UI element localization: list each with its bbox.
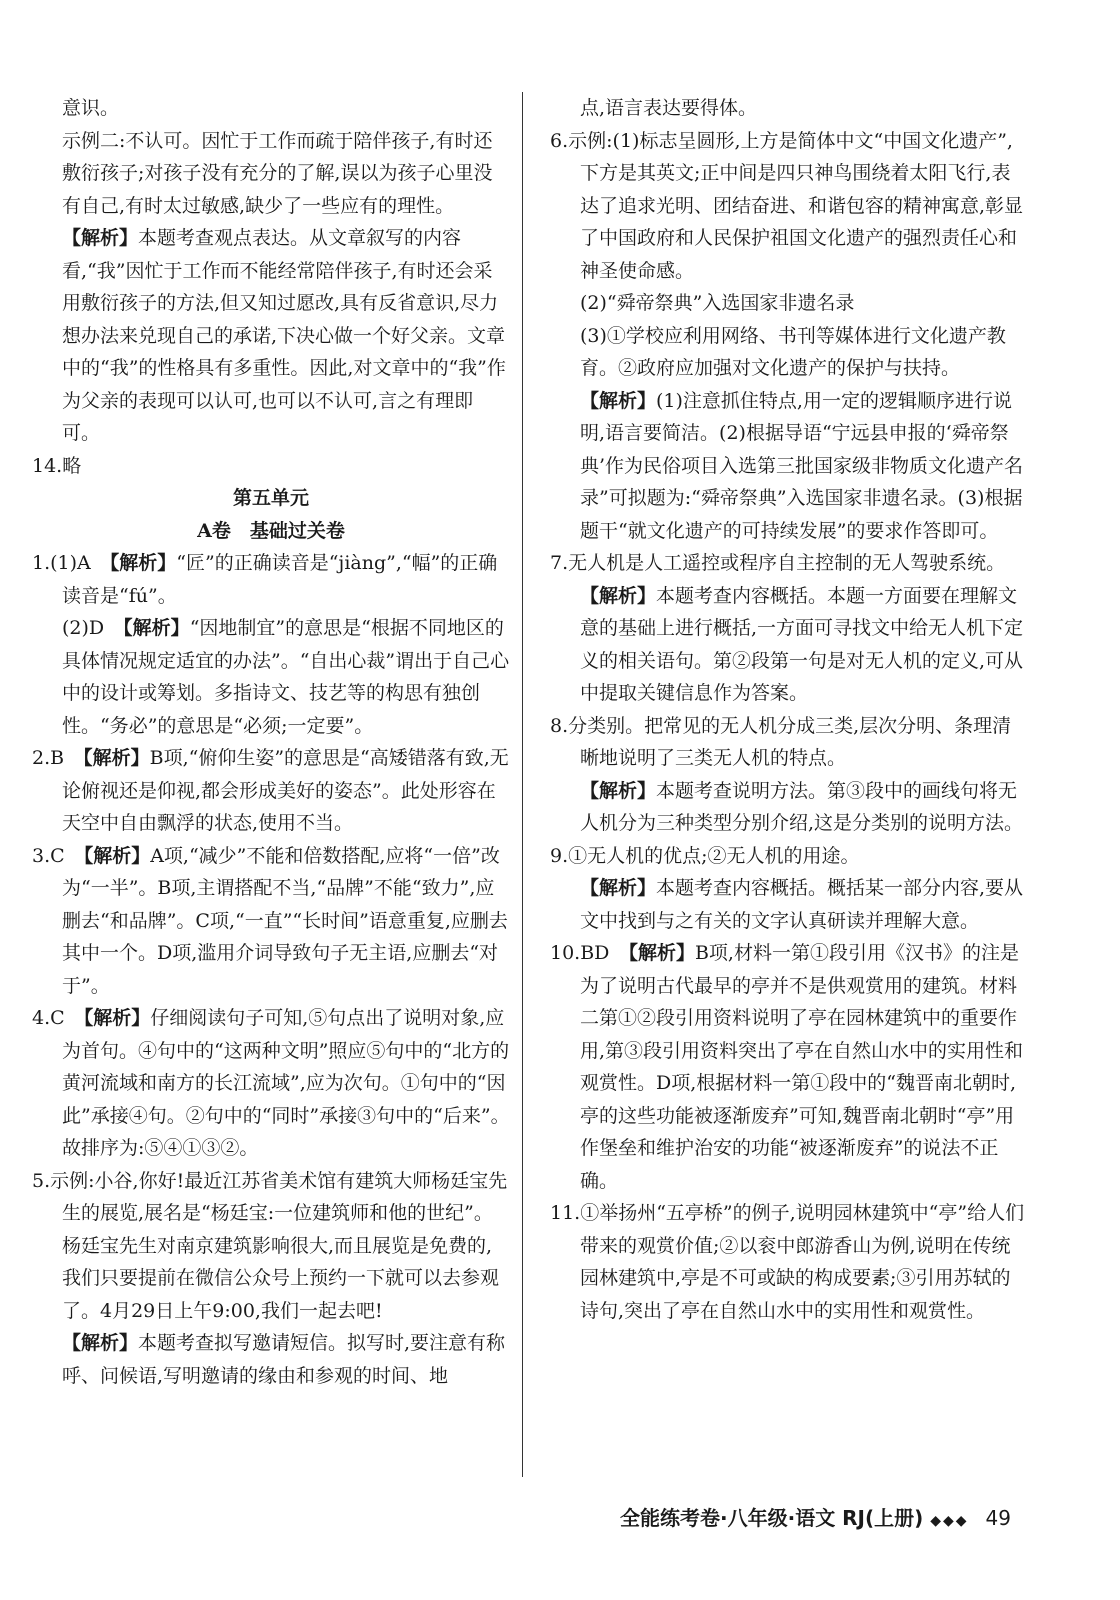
question-5-analysis bbox=[32, 1327, 510, 1392]
answer-num: 10.BD bbox=[550, 942, 610, 964]
analysis-text: 本题考查说明方法。第③段中的画线句将无人机分为三种类型分别介绍,这是分类别的说明方法。 bbox=[580, 779, 1024, 834]
analysis-text: “匠”的正确读音是“jiàng”,“幅”的正确读音是“fú”。 bbox=[62, 552, 498, 607]
page-footer bbox=[620, 1498, 1060, 1538]
answer-num: 2.B bbox=[32, 747, 65, 769]
question-11: 11.①举扬州“五亭桥”的例子,说明园林建筑中“亭”给人们带来的观赏价值;②以衮中郎游香山为例,说明在传统园林建筑中,亭是不可或缺的构成要素;③引用苏轼的诗句,突出了亭在自然山水中的实用性和观赏性。 bbox=[550, 1202, 1025, 1322]
answer-num: 1.(1)A bbox=[32, 552, 91, 574]
answer-num: 3.C bbox=[32, 844, 65, 867]
question-9-analysis bbox=[550, 872, 1028, 937]
question-8: 8.分类别。把常见的无人机分成三类,层次分明、条理清晰地说明了三类无人机的特点。 bbox=[550, 714, 1012, 769]
question-7: 7.无人机是人工遥控或程序自主控制的无人驾驶系统。 bbox=[550, 552, 1006, 574]
question-1-1 bbox=[32, 547, 510, 612]
question-10 bbox=[550, 937, 1028, 1197]
answer-num: (2)D bbox=[62, 617, 105, 639]
analysis-text: 本题考查内容概括。本题一方面要在理解文意的基础上进行概括,一方面可寻找文中给无人机下定义的相关语句。第②段第一句是对无人机的定义,可从中提取关键信息作为答案。 bbox=[580, 584, 1024, 704]
right-column bbox=[550, 92, 1028, 1327]
text-line: 意识。 bbox=[62, 97, 120, 119]
question-5: 5.示例:小谷,你好!最近江苏省美术馆有建筑大师杨廷宝先生的展览,展名是“杨廷宝:一位建筑师和他的世纪”。杨廷宝先生对南京建筑影响很大,而且展览是免费的,我们只要提前在微信公众号上预约一下就可以去参观了。4月29日上午9:00,我们一起去吧! bbox=[32, 1169, 508, 1322]
question-9: 9.①无人机的优点;②无人机的用途。 bbox=[550, 844, 860, 867]
paper-title: A卷 基础过关卷 bbox=[197, 519, 345, 542]
answer-num: 4.C bbox=[32, 1007, 65, 1029]
analysis-tag: 【解析】 bbox=[580, 877, 657, 899]
question-6-3: (3)①学校应利用网络、书刊等媒体进行文化遗产教育。②政府应加强对文化遗产的保护与扶持。 bbox=[580, 324, 1006, 379]
footer-title: 全能练考卷·八年级·语文 RJ(上册) bbox=[620, 1506, 924, 1530]
analysis-text: 仔细阅读句子可知,⑤句点出了说明对象,应为首句。④句中的“这两种文明”照应⑤句中的“北方的黄河流域和南方的长江流域”,应为次句。①句中的“因此”承接④句。②句中的“同时”承接③句中的“后来”。故排序为:⑤④①③②。 bbox=[62, 1007, 510, 1159]
analysis-text: 本题考查内容概括。概括某一部分内容,要从文中找到与之有关的文字认真研读并理解大意。 bbox=[580, 877, 1024, 932]
diamond-icons: ◆◆◆ bbox=[930, 1513, 969, 1529]
question-1-2 bbox=[32, 612, 510, 742]
unit-title: 第五单元 bbox=[232, 487, 309, 509]
analysis-tag: 【解析】 bbox=[83, 844, 151, 867]
analysis-text: B项,“俯仰生姿”的意思是“高矮错落有致,无论俯视还是仰视,都会形成美好的姿态”。此处形容在天空中自由飘浮的状态,使用不当。 bbox=[62, 747, 509, 834]
column-divider bbox=[522, 92, 523, 1477]
page-number: 49 bbox=[985, 1506, 1011, 1530]
analysis-tag: 【解析】 bbox=[83, 747, 150, 769]
analysis-tag: 【解析】 bbox=[62, 227, 139, 249]
question-6-2: (2)“舜帝祭典”入选国家非遗名录 bbox=[580, 292, 855, 314]
question-6-analysis bbox=[550, 385, 1028, 548]
analysis-text: (1)注意抓住特点,用一定的逻辑顺序进行说明,语言要简洁。(2)根据导语“宁远县申报的‘舜帝祭典’作为民俗项目入选第三批国家级非物质文化遗产名录”可拟题为:“舜帝祭典”入选国家非遗名录。(3)根据题干“就文化遗产的可持续发展”的要求作答即可。 bbox=[580, 389, 1024, 542]
analysis-tag: 【解析】 bbox=[83, 1007, 151, 1029]
question-14: 14.略 bbox=[32, 454, 82, 477]
question-8-analysis bbox=[550, 775, 1028, 840]
analysis-tag: 【解析】 bbox=[123, 617, 190, 639]
analysis-tag: 【解析】 bbox=[580, 584, 657, 607]
text-line: 点,语言表达要得体。 bbox=[580, 97, 758, 119]
question-2 bbox=[32, 742, 510, 840]
question-3 bbox=[32, 840, 510, 1003]
analysis-text: B项,材料一第①段引用《汉书》的注是为了说明古代最早的亭并不是供观赏用的建筑。材料二第①②段引用资料说明了亭在园林建筑中的重要作用,第③段引用资料突出了亭在自然山水中的实用性和观赏性。D项,根据材料一第①段中的“魏晋南北朝时,亭的这些功能被逐渐废弃”可知,魏晋南北朝时“亭”用作堡垒和维护治安的功能“被逐渐废弃”的说法不正确。 bbox=[580, 942, 1024, 1192]
analysis-tag: 【解析】 bbox=[62, 1332, 139, 1354]
question-7-analysis bbox=[550, 580, 1028, 710]
analysis-text: A项,“减少”不能和倍数搭配,应将“一倍”改为“一半”。B项,主谓搭配不当,“品牌”不能“致力”,应删去“和品牌”。C项,“一直”“长时间”语意重复,应删去其中一个。D项,滥用介词导致句子无主语,应删去“对于”。 bbox=[62, 844, 508, 997]
analysis-tag: 【解析】 bbox=[109, 552, 177, 574]
analysis-text: 本题考查观点表达。从文章叙写的内容看,“我”因忙于工作而不能经常陪伴孩子,有时还会采用敷衍孩子的方法,但又知过愿改,具有反省意识,尽力想办法来兑现自己的承诺,下决心做一个好父亲。文章中的“我”的性格具有多重性。因此,对文章中的“我”作为父亲的表现可以认可,也可以不认可,言之有理即可。 bbox=[62, 227, 506, 444]
analysis-tag: 【解析】 bbox=[580, 779, 657, 802]
question-4 bbox=[32, 1002, 510, 1165]
analysis-text: “因地制宜”的意思是“根据不同地区的具体情况规定适宜的办法”。“自出心裁”谓出于自己心中的设计或筹划。多指诗文、技艺等的构思有独创性。“务必”的意思是“必须;一定要”。 bbox=[62, 617, 510, 737]
analysis-tag: 【解析】 bbox=[580, 389, 657, 412]
example-two: 示例二:不认可。因忙于工作而疏于陪伴孩子,有时还敷衍孩子;对孩子没有充分的了解,误以为孩子心里没有自己,有时太过敏感,缺少了一些应有的理性。 bbox=[62, 129, 493, 217]
question-6: 6.示例:(1)标志呈圆形,上方是简体中文“中国文化遗产”,下方是其英文;正中间是四只神鸟围绕着太阳飞行,表达了追求光明、团结奋进、和谐包容的精神寓意,彰显了中国政府和人民保护祖国文化遗产的强烈责任心和神圣使命感。 bbox=[550, 129, 1024, 282]
analysis-tag: 【解析】 bbox=[628, 942, 695, 964]
analysis bbox=[32, 222, 510, 450]
analysis-text: 本题考查拟写邀请短信。拟写时,要注意有称呼、问候语,写明邀请的缘由和参观的时间、地 bbox=[62, 1332, 506, 1387]
left-column bbox=[32, 92, 510, 1392]
